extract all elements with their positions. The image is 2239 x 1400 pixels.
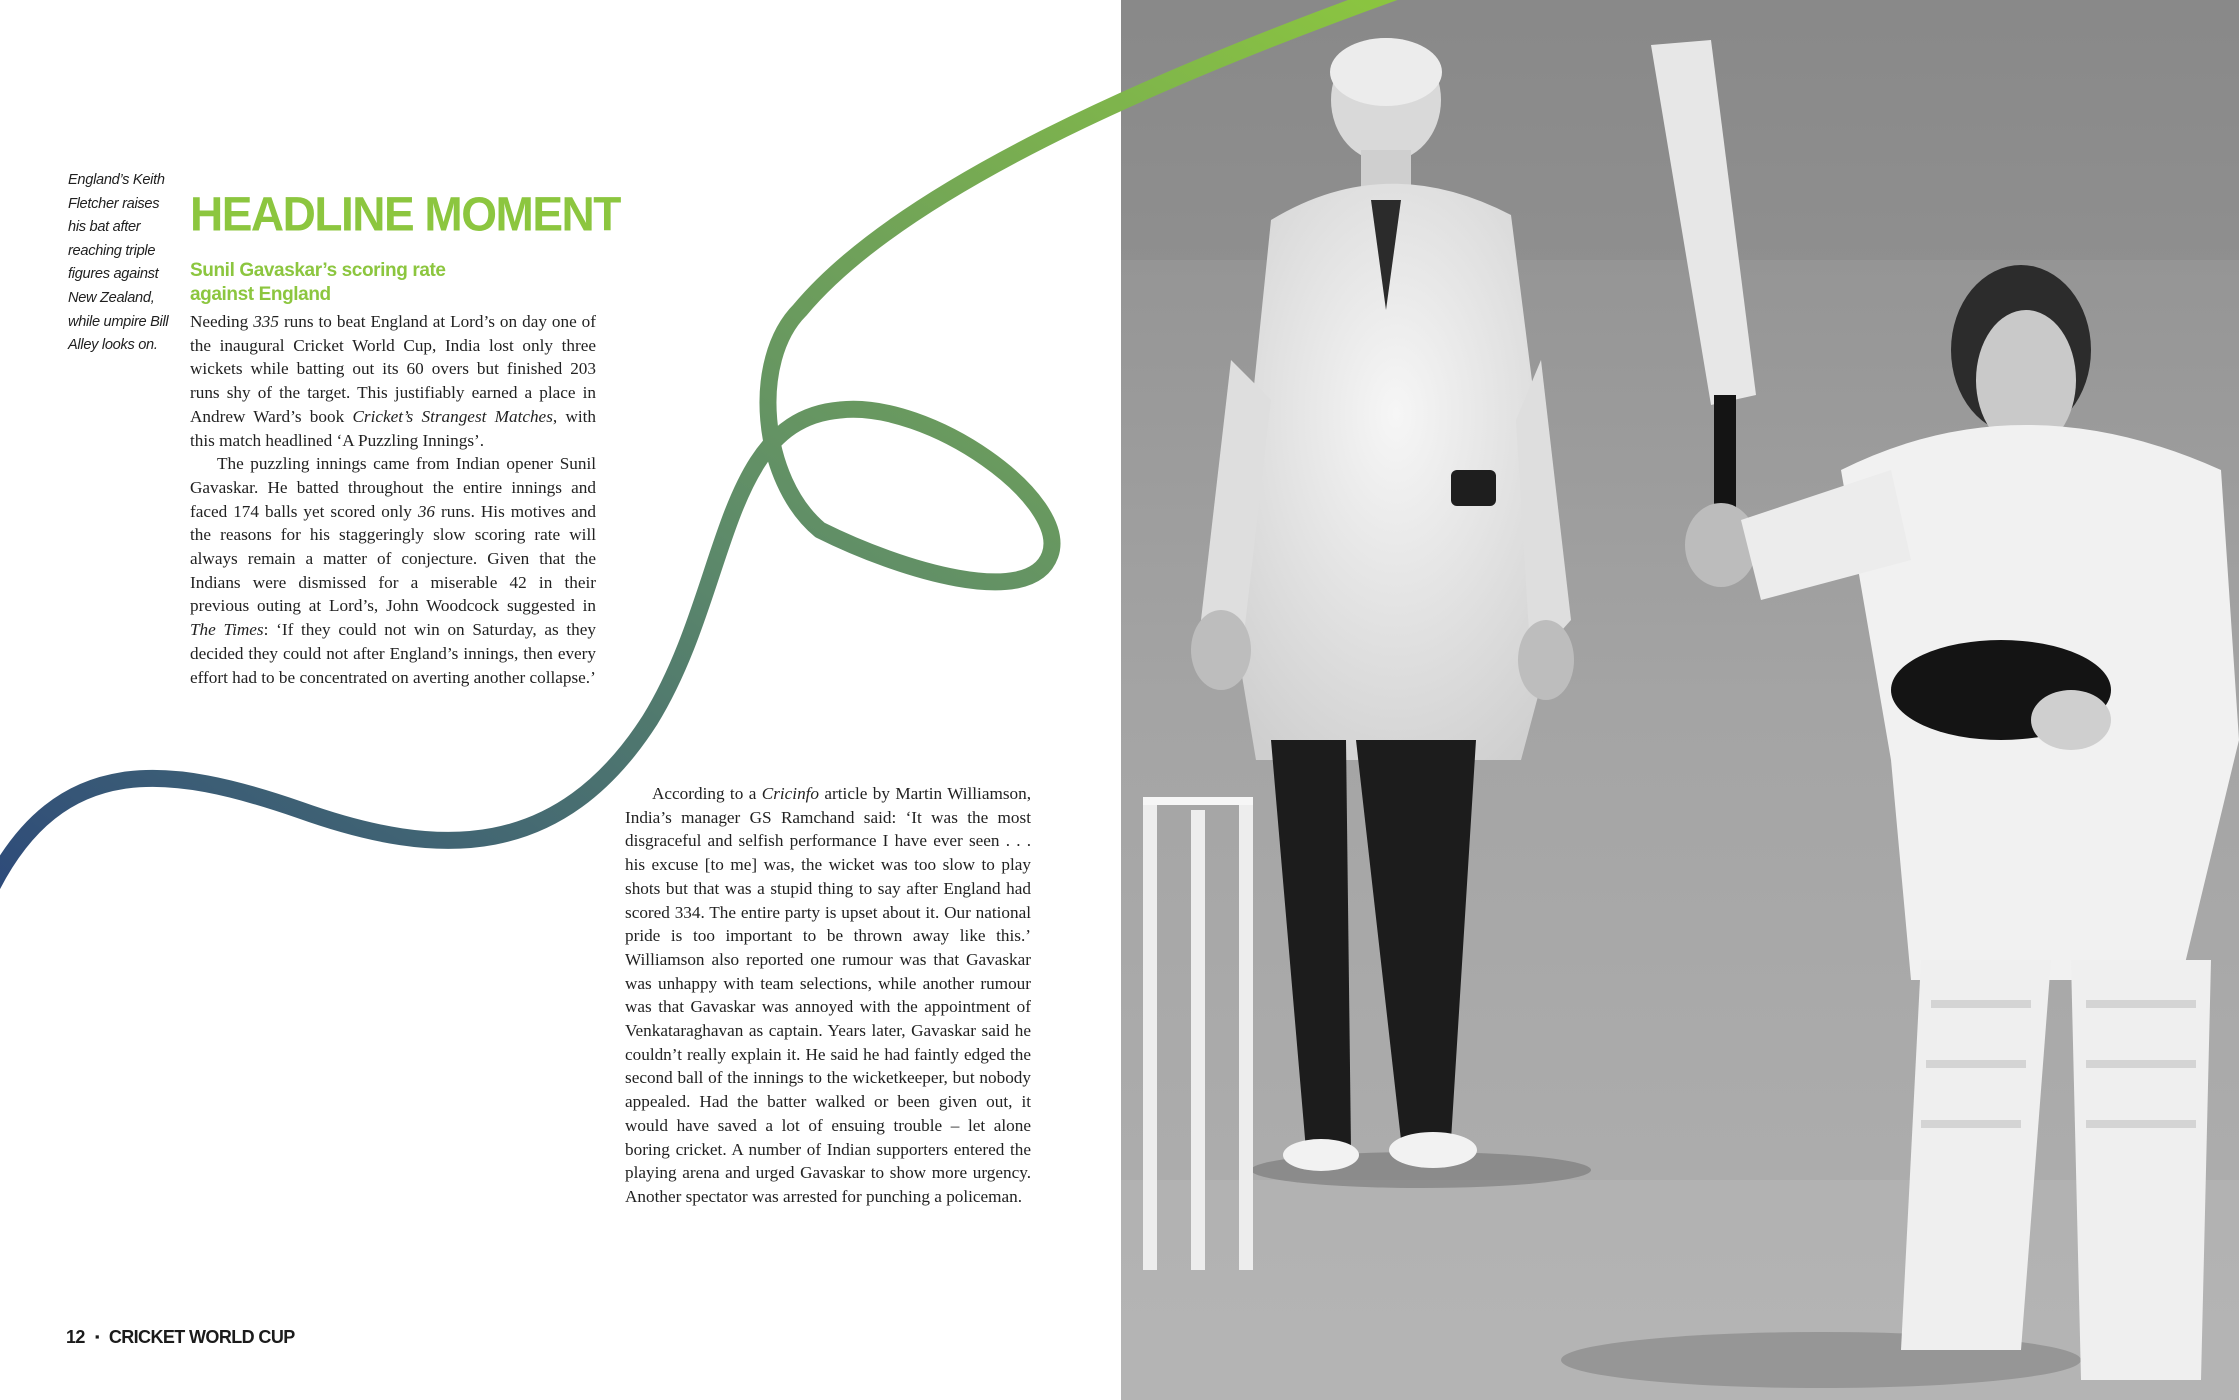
headline: HEADLINE MOMENT bbox=[190, 186, 620, 241]
article-column-1 bbox=[190, 310, 596, 689]
paragraph-2: The puzzling innings came from Indian opener Sunil Gavaskar. He batted throughout the entire innings and faced 174 balls yet scored only 36 runs. His motives and the reasons for his staggeringly slow scoring rate will always remain a matter of conjecture. Given that the Indians were dismissed for a miserable 42 in their previous outing at Lord’s, John Woodcock suggested in The Times: ‘If they could not win on Saturday, as they decided they could not after England’s innings, then every effort had to be concentrated on averting another collapse.’ bbox=[190, 454, 597, 687]
book-title: Cricket’s Strangest Matches bbox=[352, 406, 553, 426]
photo-caption: England’s Keith Fletcher raises his bat after reaching triple figures against New Zealand, while umpire Bill Alley looks on. bbox=[68, 172, 169, 354]
italic-number: 36 bbox=[417, 501, 436, 521]
cricket-photo bbox=[1121, 0, 2239, 1400]
paragraph-3: According to a Cricinfo article by Martin Williamson, India’s manager GS Ramchand said: ‘It was the most disgraceful and selfish performance I have ever seen . . . his excuse [to me] was, the wicket was too slow to play shots but that was a stupid thing to say after England had scored 334. The entire party is upset about it. Our national pride is too important to be thrown away like this.’ Williamson also reported one rumour was that Gavaskar was unhappy with team selections, while another rumour was that Gavaskar was annoyed with the appointment of Venkataraghavan as captain. Years later, Gavaskar said he couldn’t really explain it. He said he had faintly edged the second ball of the innings to the wicketkeeper, but nobody appealed. Had the batter walked or been given out, it would have saved a lot of ensuing trouble – let alone boring cricket. A number of Indian supporters entered the playing arena and urged Gavaskar to show more urgency. Another spectator was arrested for punching a policeman. bbox=[625, 784, 1031, 1206]
page-footer bbox=[66, 1327, 295, 1348]
article-column-2 bbox=[625, 782, 1031, 1209]
paragraph-1: Needing 335 runs to beat England at Lord’s on day one of the inaugural Cricket World Cup, India lost only three wickets while batting out its 60 overs but finished 203 runs shy of the target. This justifiably earned a place in Andrew Ward’s book Cricket’s Strangest Matches, with this match headlined ‘A Puzzling Innings’. bbox=[190, 312, 596, 450]
section-name: CRICKET WORLD CUP bbox=[108, 1327, 295, 1347]
subheading: Sunil Gavaskar’s scoring rate against England bbox=[190, 260, 446, 305]
footer-separator: ▪ bbox=[94, 1329, 99, 1344]
photo-illustration bbox=[1121, 0, 2239, 1400]
page-number: 12 bbox=[66, 1327, 85, 1347]
website-title: Cricinfo bbox=[761, 784, 820, 803]
newspaper-title: The Times bbox=[190, 620, 264, 640]
italic-number: 335 bbox=[253, 312, 279, 331]
